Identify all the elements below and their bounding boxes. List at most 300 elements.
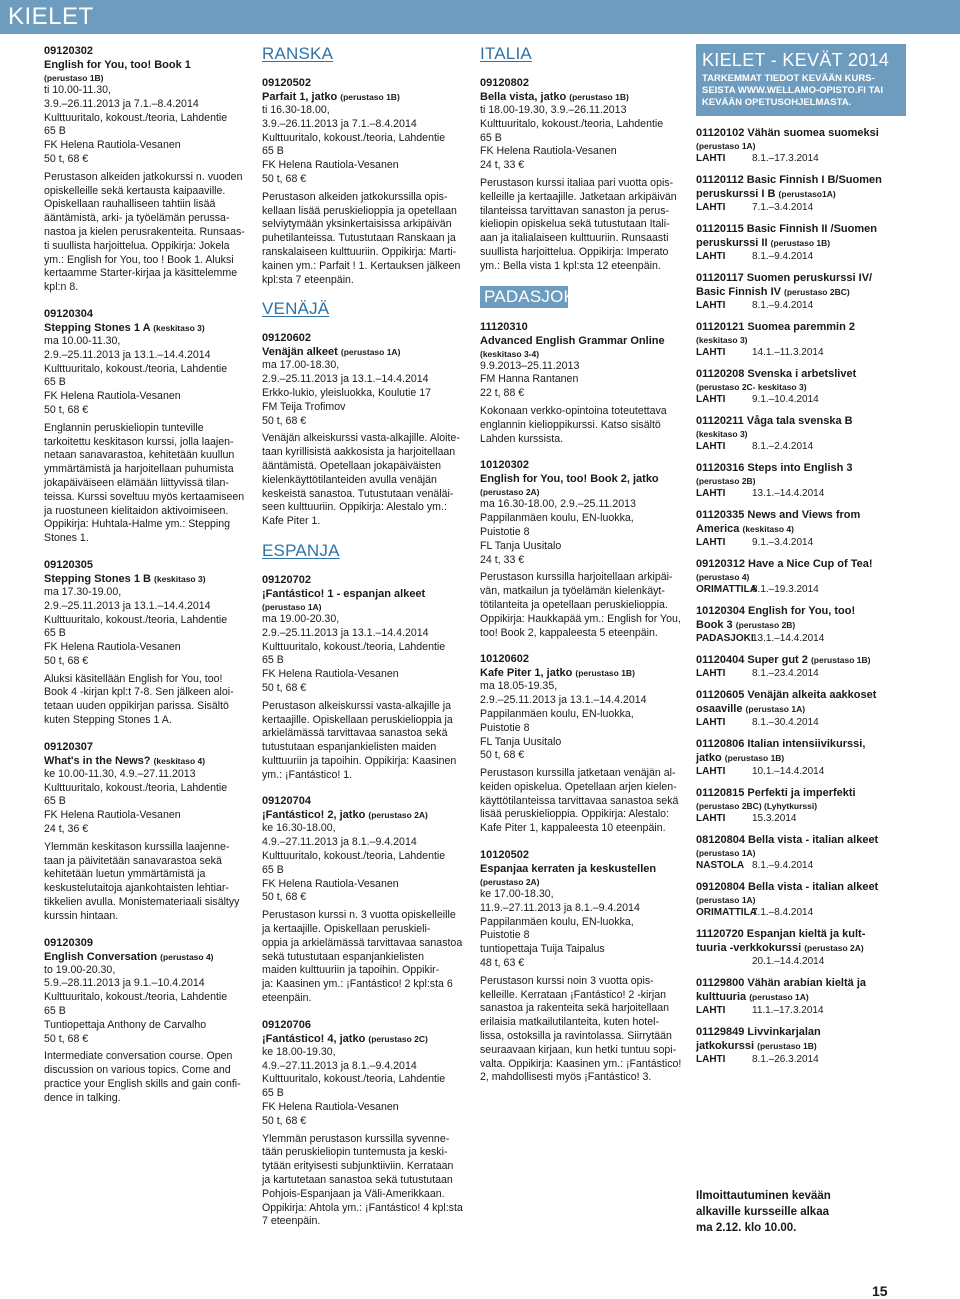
course-level: (perustaso 2C) (368, 1033, 428, 1044)
spring-course-name (696, 414, 908, 428)
spring-course-name (696, 833, 908, 847)
course-code: 10120502 (480, 849, 529, 862)
course-description (480, 177, 684, 274)
spring-course-name (696, 271, 908, 299)
spring-course-place: LAHTI (696, 251, 726, 262)
description-line: Perustason kurssilla harjoitellaan arkipäi- (480, 571, 673, 584)
course-code: 10120302 (480, 459, 529, 472)
spring-course-name (696, 367, 908, 381)
description-line: tutustutaan espanjankielisten maiden (262, 741, 437, 754)
spring-course-level: (perustaso 2B) (696, 476, 756, 486)
description-line: kieliopin opiskelua sekä tutustutaan Itali- (480, 218, 670, 231)
spring-course-level: (perustaso 2A) (804, 943, 864, 953)
page-number: 15 (872, 1283, 888, 1299)
spring-course-item (696, 557, 908, 596)
spring-course-level: (perustaso 1B) (770, 238, 831, 248)
course-entry (44, 740, 248, 924)
spring-course-name-line: 01120806 Italian intensiivikurssi, (696, 738, 866, 750)
spring-course-item (696, 173, 908, 214)
course-detail-line: 4.9.–27.11.2013 ja 8.1.–9.4.2014 (262, 836, 417, 849)
spring-course-item (696, 688, 908, 729)
course-entry (44, 558, 248, 728)
spring-course-item (696, 880, 908, 919)
description-line: Oppikirja: Huhtala-Halme ym.: Stepping (44, 518, 231, 531)
course-details (480, 498, 684, 567)
course-code: 10120602 (480, 653, 529, 666)
registration-line: ma 2.12. klo 10.00. (696, 1222, 797, 1234)
course-details (262, 822, 468, 905)
course-entry (480, 458, 684, 640)
spring-course-level: (perustaso 1A) (696, 141, 756, 151)
spring-course-dates: 8.1.–9.4.2014 (752, 860, 814, 871)
course-detail-line: 65 B (262, 145, 284, 158)
description-line: Lahden kurssista. (480, 432, 564, 445)
spring-course-name-line: 01120404 Super gut 2 (696, 654, 808, 666)
spring-course-level: (perustaso 1A) (745, 704, 806, 714)
spring-course-level: (perustaso 1B) (757, 1041, 817, 1051)
course-detail-line: ma 10.00-11.30, (44, 334, 121, 347)
course-entry (480, 848, 684, 1085)
course-detail-line: 4.9.–27.11.2013 ja 8.1.–9.4.2014 (262, 1059, 417, 1072)
description-line: discussion on various topics. Come and (44, 1064, 231, 1077)
description-line: jokapäiväiseen elämään liittyvissä tilan- (44, 476, 229, 489)
description-line: ym.: ¡Fantástico! 1. (262, 768, 353, 781)
description-line: tetaan uuden oppikirjan parissa. Sisältö (44, 700, 229, 713)
course-title-text: Stepping Stones 1 A (44, 321, 151, 334)
description-line: lissa, ostoksilla ja ravintolassa. Siirrytään (480, 1030, 672, 1043)
course-entry (44, 44, 248, 295)
spring-course-name-line: 09120804 Bella vista - italian alkeet (696, 881, 879, 893)
description-line: Aluksi käsitellään English for You, too! (44, 672, 223, 685)
column-4 (696, 44, 908, 1074)
spring-course-schedule (696, 632, 908, 645)
spring-course-item (696, 927, 908, 968)
course-entry (262, 573, 468, 783)
course-entry (262, 76, 468, 287)
course-description (262, 1133, 468, 1230)
course-level: (perustaso 2A) (368, 810, 428, 821)
course-level: (perustaso 1B) (575, 668, 635, 679)
description-line: ym.: English for You, too ! Book 1. Aluksi (44, 253, 234, 266)
course-code: 09120702 (262, 573, 311, 586)
spring-course-schedule (696, 906, 908, 919)
course-title (44, 754, 248, 768)
spring-course-dates: 8.1.–26.3.2014 (752, 1054, 819, 1065)
registration-line: alkaville kursseille alkaa (696, 1206, 829, 1218)
description-line: oppia ja arkielämässä tarvittavaa sanastoa (262, 936, 463, 949)
description-line: ranskalaiseen kulttuuriin. Oppikirja: Marti- (262, 245, 457, 258)
description-line: maiden kulttuuriin ja tapoihin. Oppikir- (262, 964, 440, 977)
column-3 (480, 44, 684, 1097)
description-line: seen kulttuuriin. Oppikirja: Alestalo ym.: (262, 501, 447, 514)
spring-course-name-line: 08120804 Bella vista - italian alkeet (696, 834, 879, 846)
spring-course-dates: 10.1.–14.4.2014 (752, 766, 825, 777)
spring-course-name-line: 09120312 Have a Nice Cup of Tea! (696, 558, 873, 570)
description-line: nastoa ja kielen perusrakenteita. Runsaas- (44, 225, 245, 238)
course-detail-line: Puistotie 8 (480, 929, 530, 942)
spring-course-name-line: kulttuuria (696, 991, 747, 1003)
course-detail-line: to 19.00-20.30, (44, 963, 116, 976)
description-line: 2, mahdollisesti myös ¡Fantástico! 3. (480, 1071, 652, 1084)
description-line: kuten Stepping Stones 1 A. (44, 714, 172, 727)
description-line: practice your English skills and gain confi- (44, 1078, 241, 1091)
course-code: 09120309 (44, 936, 93, 949)
description-line: englannin kielioppikurssi. Katso sisältö (480, 418, 661, 431)
course-description (44, 171, 248, 295)
course-description (480, 767, 684, 836)
spring-course-place: LAHTI (696, 488, 726, 499)
spring-course-name-line: jatko (696, 752, 722, 764)
description-line: kehitetään luetun ymmärtämistä ja (44, 868, 206, 881)
spring-course-schedule (696, 536, 908, 549)
description-line: Perustason alkeiden jatkokurssilla opis- (262, 190, 448, 203)
description-line: tilanteissa tarvittavan sanaston ja perus- (480, 204, 670, 217)
description-line: kurssin hintaan. (44, 909, 119, 922)
course-details (44, 335, 248, 418)
spring-course-name (696, 737, 908, 765)
course-level: (perustaso 4) (160, 951, 214, 962)
header-bar (0, 0, 960, 34)
course-details (480, 104, 684, 173)
description-line: selviytymään yksinkertaisissa arkipäivän (262, 218, 452, 231)
description-line: tötilanteita ja opetellaan peruskielioppia. (480, 598, 668, 611)
course-description (44, 673, 248, 728)
spring-course-level: (perustaso 2BC) (784, 287, 850, 297)
course-detail-line: Erkko-lukio, yleisluokka, Koulutie 17 (262, 386, 431, 399)
spring-course-name-line: 01120211 Våga tala svenska B (696, 415, 853, 427)
spring-course-name (696, 976, 908, 1004)
course-detail-line: FK Helena Rautiola-Vesanen (262, 877, 399, 890)
course-detail-line: FK Helena Rautiola-Vesanen (44, 139, 181, 152)
course-detail-line: FL Tanja Uusitalo (480, 539, 562, 552)
description-line: sanastoa ja rakenteita sekä harjoitellaan (480, 1002, 670, 1015)
spring-course-name-line: 01120117 Suomen peruskurssi IV/ (696, 272, 873, 284)
spring-course-name-line: peruskurssi II (696, 237, 768, 249)
description-line: ti suullista harjoittelua. Oppikirja: Jokela (44, 239, 230, 252)
spring-course-name (696, 927, 908, 955)
spring-course-name (696, 688, 908, 716)
spring-course-level: (perustaso 2B) (735, 620, 796, 630)
spring-course-item (696, 604, 908, 645)
spring-course-place: NASTOLA (696, 860, 745, 871)
description-line: Oppikirja: Ahtola ym.: ¡Fantástico! 4 kpl:sta (262, 1201, 463, 1214)
spring-course-dates: 7.1.–3.4.2014 (752, 202, 814, 213)
spring-course-schedule (696, 765, 908, 778)
course-entry (480, 76, 684, 274)
description-line: Perustason kurssilla jatketaan venäjän al- (480, 767, 676, 780)
spring-course-level: (perustaso 4) (696, 572, 750, 582)
description-line: tikkelien avulla. Monistemateriaali sisältyy (44, 896, 240, 909)
course-detail-line: FM Teija Trofimov (262, 400, 346, 413)
info-line: SEISTA WWW.WELLAMO-OPISTO.FI TAI (702, 85, 884, 96)
description-line: tään peruskieliopin tuntemusta ja keski- (262, 1146, 448, 1159)
course-level: (perustaso 1A) (340, 347, 401, 358)
spring-course-schedule (696, 583, 908, 596)
spring-course-dates: 20.1.–14.4.2014 (752, 956, 825, 967)
course-title (262, 587, 468, 601)
description-line: ja kartutetaan sanastoa sekä tutustutaan (262, 1174, 453, 1187)
spring-course-place: LAHTI (696, 668, 726, 679)
course-detail-line: ti 18.00-19.30, 3.9.–26.11.2013 (480, 104, 627, 116)
description-line: teissa. Kurssi soveltuu myös kertaamiseen (44, 490, 245, 503)
description-line: Ylemmän keskitason kurssilla laajenne- (44, 840, 230, 853)
course-description (480, 975, 684, 1085)
description-line: Kafe Piter 1. (262, 515, 321, 528)
spring-course-schedule (696, 1053, 908, 1066)
spring-courses-box (696, 44, 906, 116)
course-detail-line: FK Helena Rautiola-Vesanen (480, 145, 617, 158)
course-title-text: Advanced English Grammar Online (480, 334, 665, 347)
description-line: kpl:sta 7 eteenpäin. (262, 273, 354, 286)
course-detail-line: 2.9.–25.11.2013 ja 13.1.–14.4.2014 (44, 599, 211, 612)
course-title-text: Stepping Stones 1 B (44, 572, 151, 585)
description-line: Perustason alkeiskurssi vasta-alkajille ja (262, 699, 452, 712)
spring-course-schedule (696, 201, 908, 214)
course-detail-line: 11.9.–27.11.2013 ja 8.1.–9.4.2014 (480, 901, 640, 914)
course-title (480, 472, 684, 486)
spring-course-item (696, 126, 908, 165)
course-detail-line: 50 t, 68 € (44, 152, 89, 165)
spring-course-schedule (696, 299, 908, 312)
course-description (480, 405, 684, 446)
info-line: TARKEMMAT TIEDOT KEVÄÄN KURS- (702, 73, 875, 84)
spring-course-name-line: osaaville (696, 703, 743, 715)
description-line: sekä tutustutaan espanjankielisten (262, 950, 424, 963)
spring-course-level: (perustaso 1A) (696, 895, 756, 905)
spring-course-name (696, 880, 908, 894)
course-detail-line: ke 17.00-18.30, (480, 888, 554, 901)
course-code: 09120304 (44, 307, 93, 320)
course-level: (keskitaso 3-4) (480, 348, 540, 359)
course-details (44, 586, 248, 669)
course-detail-line: 2.9.–25.11.2013 ja 13.1.–14.4.2014 (480, 694, 647, 707)
description-line: ymmärtämistä ja harjoitellaan puhumista (44, 463, 234, 476)
course-title (44, 572, 248, 586)
course-title (480, 334, 684, 348)
description-line: tytään erityisesti subjunktiiviin. Kerrataan (262, 1160, 454, 1173)
course-title-text: Espanjaa kerraten ja keskustellen (480, 863, 657, 876)
description-line: käyttötilanteissa tarvittavaa sanastoa sekä (480, 794, 679, 807)
course-detail-line: 2.9.–25.11.2013 ja 13.1.–14.4.2014 (44, 348, 211, 361)
spring-course-place: LAHTI (696, 300, 726, 311)
course-detail-line: 50 t, 68 € (262, 1114, 307, 1127)
course-code: 09120704 (262, 795, 311, 808)
spring-course-place: LAHTI (696, 537, 726, 548)
spring-course-schedule (696, 1004, 908, 1017)
description-line: ym.: Bella vista 1 kpl:sta 12 eteenpäin. (480, 259, 661, 272)
spring-course-schedule (696, 152, 908, 165)
spring-course-name-line: Book 3 (696, 619, 733, 631)
spring-course-dates: 13.1.–14.4.2014 (752, 488, 825, 499)
course-title-text: English for You, too! Book 2, jatko (480, 473, 659, 486)
description-line: netaan sanavarastoa, kehitetään kuullun (44, 449, 235, 462)
course-detail-line: 9.9.2013–25.11.2013 (480, 359, 580, 372)
spring-course-name-line: 01120335 News and Views from (696, 509, 861, 521)
description-line: Oppikirja: Haukkapää ym.: English for You, (480, 612, 681, 625)
description-line: aan ja italialaiseen kulttuuriin. Runsaasti (480, 232, 669, 245)
description-line: valta. Oppikirja: Kaasinen ym.: ¡Fantástico! (480, 1057, 682, 1070)
course-details (44, 964, 248, 1047)
course-detail-line: Tuntiopettaja Anthony de Carvalho (44, 1018, 207, 1031)
spring-course-name (696, 222, 908, 250)
description-line: Stones 1. (44, 532, 89, 545)
course-detail-line: 65 B (44, 795, 66, 808)
spring-course-place: LAHTI (696, 441, 726, 452)
course-level: (perustaso 2A) (480, 877, 540, 888)
spring-courses-info (702, 73, 900, 109)
course-title (262, 1032, 468, 1046)
course-details (480, 888, 684, 971)
description-line: taan ja päivitetään sanavarastoa sekä (44, 854, 222, 867)
page-title: KIELET (8, 3, 94, 30)
course-detail-line: ke 16.30-18.00, (262, 822, 336, 835)
course-detail-line: 50 t, 68 € (44, 1032, 89, 1045)
course-detail-line: FK Helena Rautiola-Vesanen (262, 159, 399, 172)
course-code: 09120302 (44, 45, 93, 57)
course-title-text: Parfait 1, jatko (262, 91, 338, 103)
course-detail-line: 2.9.–25.11.2013 ja 13.1.–14.4.2014 (262, 373, 429, 386)
spring-course-item (696, 367, 908, 406)
spring-course-name-line: America (696, 523, 740, 535)
registration-notice (696, 1188, 896, 1236)
spring-course-schedule (696, 859, 908, 872)
spring-course-name-line: 10120304 English for You, too! (696, 605, 856, 617)
course-detail-line: FK Helena Rautiola-Vesanen (262, 668, 399, 681)
course-title-text: Bella vista, jatko (480, 91, 567, 103)
spring-course-place: LAHTI (696, 813, 726, 824)
spring-course-dates: 14.1.–11.3.2014 (752, 347, 824, 358)
spring-course-dates: 13.1.–14.4.2014 (752, 633, 825, 644)
course-detail-line: Kulttuuritalo, kokoust./teoria, Lahdentie (44, 111, 228, 124)
course-title (262, 808, 468, 822)
course-title (480, 862, 684, 876)
course-level: (perustaso 2A) (480, 487, 540, 498)
spring-course-level: (perustaso 1A) (696, 848, 756, 858)
course-detail-line: 65 B (262, 1087, 284, 1100)
section-heading: ITALIA (480, 44, 532, 63)
course-detail-line: ma 17.00-18.30, (262, 359, 340, 372)
spring-course-name (696, 461, 908, 475)
description-line: tarkoitettu keskitason kurssi, jolla laajen- (44, 435, 234, 448)
spring-course-name (696, 126, 908, 140)
course-detail-line: FK Helena Rautiola-Vesanen (44, 390, 181, 403)
course-level: (perustaso 1B) (569, 92, 629, 102)
course-description (262, 191, 468, 288)
course-detail-line: 50 t, 68 € (262, 414, 307, 427)
spring-course-name-line: 01120121 Suomea paremmin 2 (696, 321, 855, 333)
course-description (262, 909, 468, 1006)
course-entry (262, 331, 468, 529)
course-detail-line: Kulttuuritalo, kokoust./teoria, Lahdentie (44, 362, 228, 375)
spring-course-name (696, 557, 908, 571)
spring-course-place: ORIMATTILA (696, 907, 757, 918)
spring-course-schedule (696, 346, 908, 359)
course-code: 09120305 (44, 558, 93, 571)
spring-course-place: LAHTI (696, 347, 726, 358)
spring-course-level: (perustaso 2BC) (Lyhytkurssi) (696, 801, 818, 811)
course-details (262, 104, 468, 187)
description-line: puhetilanteissa. Tutustutaan Ranskaan ja (262, 232, 456, 245)
description-line: Venäjän alkeiskurssi vasta-alkajille. Aloite- (262, 432, 460, 445)
spring-course-name-line: tuuria -verkkokurssi (696, 942, 802, 954)
course-detail-line: Kulttuuritalo, kokoust./teoria, Lahdentie (44, 781, 228, 794)
course-detail-line: 50 t, 68 € (262, 172, 307, 185)
course-detail-line: 3.9.–26.11.2013 ja 7.1.–8.4.2014 (44, 97, 199, 110)
course-detail-line: 2.9.–25.11.2013 ja 13.1.–14.4.2014 (262, 626, 429, 639)
section-heading: ESPANJA (262, 540, 340, 560)
description-line: Book 4 -kirjan kpl:t 7-8. Sen jälkeen aloi- (44, 686, 234, 699)
spring-course-name-line: 01120316 Steps into English 3 (696, 462, 853, 474)
course-code: 09120802 (480, 77, 529, 89)
course-entry (480, 652, 684, 836)
spring-course-schedule (696, 812, 908, 825)
description-line: kellaan lisää peruskielioppia ja opetellaan (262, 204, 457, 217)
spring-course-schedule (696, 716, 908, 729)
spring-course-dates: 8.1.–9.4.2014 (752, 300, 814, 311)
spring-course-item (696, 461, 908, 500)
description-line: Perustason kurssi noin 3 vuotta opis- (480, 974, 654, 987)
course-detail-line: 3.9.–26.11.2013 ja 7.1.–8.4.2014 (262, 117, 417, 130)
spring-course-name (696, 173, 908, 201)
spring-course-dates: 11.1.–17.3.2014 (752, 1005, 824, 1016)
course-detail-line: 50 t, 68 € (480, 749, 525, 762)
course-title-text: What's in the News? (44, 754, 151, 767)
description-line: kpl:n 8. (44, 281, 79, 294)
spring-course-place: LAHTI (696, 717, 726, 728)
course-detail-line: ke 18.00-19.30, (262, 1045, 336, 1058)
course-code: 09120307 (44, 740, 93, 753)
description-line: too! Book 2, kappaleesta 5 eteenpäin. (480, 626, 658, 639)
description-line: keskustelutaitoja ajankohtaisten lehtiar- (44, 882, 229, 895)
spring-course-name-line: 01120208 Svenska i arbetslivet (696, 368, 857, 380)
spring-course-name (696, 320, 908, 334)
spring-course-dates: 8.1.–2.4.2014 (752, 441, 814, 452)
course-detail-line: ma 16.30-18.00, 2.9.–25.11.2013 (480, 498, 636, 511)
spring-courses-title: KIELET - KEVÄT 2014 (702, 50, 890, 70)
description-line: Kafe Piter 1, kappaleesta 10 eteenpäin. (480, 822, 666, 835)
course-detail-line: 65 B (44, 376, 66, 389)
spring-course-schedule (696, 667, 908, 680)
description-line: keiden opiskelua. Opetellaan arjen kielen- (480, 780, 677, 793)
description-line: Perustason kurssi italiaa pari vuotta opis- (480, 176, 674, 189)
spring-course-name-line: 01120115 Basic Finnish II /Suomen (696, 223, 877, 235)
course-detail-line: ke 10.00-11.30, 4.9.–27.11.2013 (44, 767, 196, 780)
course-description (44, 841, 248, 924)
description-line: ja kertaajille. Opiskellaan peruskieli- (262, 923, 431, 936)
spring-course-item (696, 271, 908, 312)
course-title-text: Kafe Piter 1, jatko (480, 667, 573, 680)
spring-course-schedule (696, 250, 908, 263)
description-line: Englannin peruskieliopin tunteville (44, 421, 204, 434)
spring-course-place: ORIMATTILA (696, 584, 757, 595)
course-level: (keskitaso 3) (153, 322, 205, 333)
spring-course-name (696, 1025, 908, 1053)
course-detail-line: 65 B (262, 863, 284, 876)
spring-course-place: LAHTI (696, 394, 726, 405)
spring-course-name (696, 786, 908, 800)
course-detail-line: ma 18.05-19.35, (480, 680, 558, 693)
course-code: 09120706 (262, 1018, 311, 1031)
spring-course-dates: 8.1.–23.4.2014 (752, 668, 819, 679)
description-line: Perustason alkeiden jatkokurssi n. vuoden (44, 170, 243, 183)
spring-course-item (696, 1025, 908, 1066)
spring-course-name-line: jatkokurssi (696, 1040, 755, 1052)
course-code: 09120602 (262, 332, 311, 345)
course-detail-line: Kulttuuritalo, kokoust./teoria, Lahdentie (262, 131, 446, 144)
spring-course-place: LAHTI (696, 1054, 726, 1065)
course-details (44, 768, 248, 837)
course-details (44, 84, 248, 167)
